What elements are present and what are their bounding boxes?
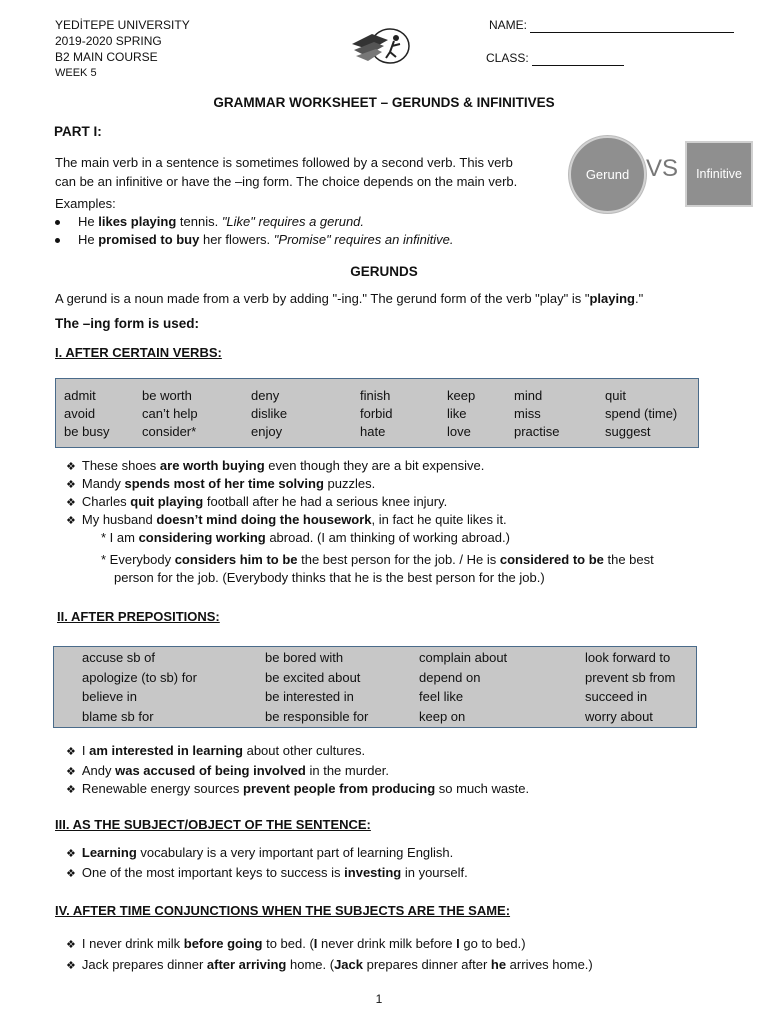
- text-span: One of the most important keys to success is: [81, 865, 345, 880]
- diamond-bullet-icon: ❖: [66, 848, 76, 860]
- text-span: [386, 41, 400, 58]
- worksheet-title: GRAMMAR WORKSHEET – GERUNDS & INFINITIVES: [213, 95, 555, 110]
- verbs-col: [447, 387, 475, 441]
- text-span: complain about: [419, 650, 508, 665]
- text-span: keep: [447, 388, 476, 403]
- text-span: succeed in: [585, 689, 648, 704]
- sec2-example-1: [66, 742, 365, 761]
- text-span: go to bed.): [459, 936, 526, 951]
- text-span: about other cultures.: [242, 743, 366, 758]
- text-span: practise: [514, 424, 560, 439]
- text-span: consider*: [142, 424, 197, 439]
- verbs-col: [605, 387, 677, 441]
- diamond-bullet-icon: ❖: [66, 868, 76, 880]
- example-2: [55, 231, 454, 249]
- diamond-bullet-icon: ❖: [66, 497, 76, 509]
- text-span: [393, 35, 399, 41]
- diamond-bullet-icon: ❖: [66, 479, 76, 491]
- sec4-example-1: [66, 935, 526, 954]
- text-span: look forward to: [585, 650, 671, 665]
- text-span: in the murder.: [305, 763, 389, 778]
- text-span: be bored with: [265, 650, 344, 665]
- text-span: miss: [514, 406, 541, 421]
- diamond-bullet-icon: ❖: [66, 939, 76, 951]
- verbs-table: [55, 378, 699, 448]
- diamond-bullet-icon: ❖: [66, 960, 76, 972]
- part1-heading: PART I:: [54, 124, 102, 139]
- italic-text: "Like" requires a gerund.: [221, 214, 365, 229]
- infinitive-label: Infinitive: [696, 167, 742, 181]
- diamond-bullet-icon: ❖: [66, 515, 76, 527]
- text-span: * I am: [101, 530, 139, 545]
- diamond-bullet-icon: ❖: [66, 746, 76, 758]
- part1-intro: [55, 153, 517, 191]
- text-span: the best: [603, 552, 654, 567]
- bold-text: was accused of being involved: [115, 763, 306, 778]
- consider-note-1: [101, 529, 510, 547]
- text-span: in yourself.: [401, 865, 468, 880]
- text-span: , in fact he quite likes it.: [371, 512, 507, 527]
- sec1-heading: I. AFTER CERTAIN VERBS:: [55, 345, 222, 360]
- text-span: puzzles.: [323, 476, 376, 491]
- gerund-circle: [569, 136, 646, 213]
- text-span: depend on: [419, 669, 481, 685]
- bold-text: am interested in learning: [89, 743, 243, 758]
- bold-text: I: [456, 936, 460, 951]
- text-span: vocabulary is a very important part of learning English.: [136, 845, 454, 860]
- verbs-col: [360, 387, 393, 441]
- bold-text: are worth buying: [159, 458, 265, 473]
- text-span: believe in: [82, 689, 137, 704]
- example-1: [55, 213, 364, 231]
- name-label: NAME:: [489, 18, 528, 32]
- text-span: admit: [64, 388, 96, 403]
- consider-note-3: person for the job. (Everybody thinks that he is the best person for the job.): [114, 570, 545, 585]
- text-span: avoid: [64, 406, 96, 421]
- diamond-bullet-icon: ❖: [66, 784, 76, 796]
- bold-text: considered to be: [499, 552, 604, 567]
- text-span: A gerund is a noun made from a verb by adding "-ing." The gerund form of the verb "play" is ": [55, 291, 590, 306]
- text-span: hate: [360, 424, 386, 439]
- text-span: apologize (to sb) for: [82, 669, 197, 685]
- text-span: her flowers.: [199, 232, 274, 247]
- bullet-dot: [55, 238, 60, 243]
- header-left: [55, 17, 190, 81]
- sec4-example-2: [66, 956, 593, 975]
- text-span: love: [447, 424, 471, 439]
- sec4-heading: IV. AFTER TIME CONJUNCTIONS WHEN THE SUBJECTS ARE THE SAME:: [55, 903, 511, 918]
- university-logo: [350, 26, 412, 66]
- text-span: I never drink milk: [81, 936, 184, 951]
- bold-text: before going: [183, 936, 263, 951]
- text-span: be busy: [64, 424, 110, 439]
- text-span: like: [447, 406, 467, 421]
- text-span: * Everybody: [101, 552, 175, 567]
- bold-text: I: [313, 936, 318, 951]
- class-label: CLASS:: [486, 51, 529, 65]
- prep-col: [585, 648, 675, 726]
- text-span: home. (: [286, 957, 335, 972]
- text-span: to bed. (: [262, 936, 314, 951]
- text-span: mind: [514, 388, 543, 403]
- text-span: .": [634, 291, 644, 306]
- bold-text: playing: [589, 291, 635, 306]
- gerund-definition: [55, 290, 643, 308]
- bold-text: considering working: [138, 530, 266, 545]
- consider-note-2: [101, 551, 654, 569]
- text-span: finish: [360, 388, 391, 403]
- text-span: football after he had a serious knee injury.: [203, 494, 448, 509]
- bullet-dot: [55, 220, 60, 225]
- sec2-example-3: [66, 780, 529, 799]
- text-span: dislike: [251, 406, 288, 421]
- verbs-col: [142, 387, 198, 441]
- infinitive-box: [685, 141, 753, 207]
- text-span: Renewable energy sources: [81, 781, 244, 796]
- text-span: He: [78, 214, 99, 229]
- bold-text: Learning: [81, 845, 137, 860]
- bold-text: he: [490, 957, 507, 972]
- intro-line-2: can be an infinitive or have the –ing form. The choice depends on the main verb.: [55, 174, 518, 189]
- bold-text: prevent people from producing: [243, 781, 436, 796]
- bold-text: likes playing: [98, 214, 177, 229]
- bold-text: quit playing: [130, 494, 204, 509]
- text-span: so much waste.: [435, 781, 530, 796]
- text-span: enjoy: [251, 424, 283, 439]
- ing-form-used: The –ing form is used:: [55, 316, 200, 331]
- text-span: accuse sb of: [82, 650, 155, 665]
- verbs-col: [251, 387, 287, 441]
- examples-label: Examples:: [55, 196, 116, 211]
- text-span: Charles: [81, 494, 131, 509]
- text-span: even though they are a bit expensive.: [264, 458, 485, 473]
- text-span: be worth: [142, 388, 192, 403]
- text-span: abroad. (I am thinking of working abroad.): [265, 530, 510, 545]
- prep-col: [82, 648, 197, 726]
- sec1-example-3: [66, 493, 447, 512]
- text-span: feel like: [419, 689, 464, 704]
- text-span: forbid: [360, 406, 393, 421]
- text-span: prepares dinner after: [362, 957, 491, 972]
- text-span: quit: [605, 388, 626, 403]
- text-span: My husband: [81, 512, 157, 527]
- text-span: blame sb for: [82, 708, 154, 724]
- sec3-heading: III. AS THE SUBJECT/OBJECT OF THE SENTENCE:: [55, 817, 371, 832]
- sec1-example-2: [66, 475, 375, 494]
- text-span: can’t help: [142, 406, 198, 421]
- text-span: He: [78, 232, 99, 247]
- text-span: I: [81, 743, 90, 758]
- prep-col: [419, 648, 507, 726]
- bold-text: after arriving: [206, 957, 287, 972]
- bold-text: spends most of her time solving: [124, 476, 324, 491]
- text-span: tennis.: [176, 214, 222, 229]
- prepositions-table: [53, 646, 697, 728]
- sec2-heading: II. AFTER PREPOSITIONS:: [57, 609, 220, 624]
- bold-text: promised to buy: [98, 232, 200, 247]
- text-span: Jack prepares dinner: [81, 957, 207, 972]
- verbs-col: [64, 387, 110, 441]
- vs-label: VS: [646, 155, 679, 182]
- diamond-bullet-icon: ❖: [66, 461, 76, 473]
- gerunds-heading: GERUNDS: [350, 264, 418, 279]
- verbs-col: [514, 387, 560, 441]
- sec2-example-2: [66, 762, 389, 781]
- text-span: Andy: [81, 763, 116, 778]
- text-span: Mandy: [81, 476, 125, 491]
- text-span: worry about: [585, 708, 653, 724]
- page-number: 1: [375, 992, 383, 1006]
- gerund-label: Gerund: [585, 167, 630, 182]
- text-span: deny: [251, 388, 280, 403]
- sec1-example-4: [66, 511, 507, 530]
- text-span: spend (time): [605, 406, 678, 421]
- text-span: the best person for the job. / He is: [297, 552, 500, 567]
- course-name: B2 MAIN COURSE: [55, 50, 158, 64]
- sec3-example-2: [66, 864, 468, 883]
- class-field[interactable]: [486, 50, 624, 66]
- text-span: keep on: [419, 708, 466, 724]
- diamond-bullet-icon: ❖: [66, 766, 76, 778]
- university-name: YEDİTEPE UNIVERSITY: [55, 18, 190, 32]
- bold-text: investing: [344, 865, 402, 880]
- italic-text: "Promise" requires an infinitive.: [273, 232, 454, 247]
- bold-text: doesn’t mind doing the housework: [156, 512, 372, 527]
- text-span: be responsible for: [265, 708, 369, 724]
- intro-line-1: The main verb in a sentence is sometimes followed by a second verb. This verb: [55, 155, 513, 170]
- prep-col: [265, 648, 368, 726]
- text-span: be interested in: [265, 689, 354, 704]
- bold-text: considers him to be: [174, 552, 298, 567]
- week-label: WEEK 5: [55, 67, 97, 79]
- term: 2019-2020 SPRING: [55, 34, 162, 48]
- text-span: These shoes: [81, 458, 160, 473]
- sec3-example-1: [66, 844, 453, 863]
- name-blank[interactable]: [530, 32, 734, 33]
- text-span: prevent sb from: [585, 669, 676, 685]
- sec1-example-1: [66, 457, 484, 476]
- text-span: be excited about: [265, 669, 361, 685]
- text-span: arrives home.): [506, 957, 593, 972]
- class-blank[interactable]: [532, 65, 624, 66]
- text-span: never drink milk before: [317, 936, 457, 951]
- name-field[interactable]: [489, 17, 734, 33]
- text-span: suggest: [605, 424, 651, 439]
- bold-text: Jack: [334, 957, 363, 972]
